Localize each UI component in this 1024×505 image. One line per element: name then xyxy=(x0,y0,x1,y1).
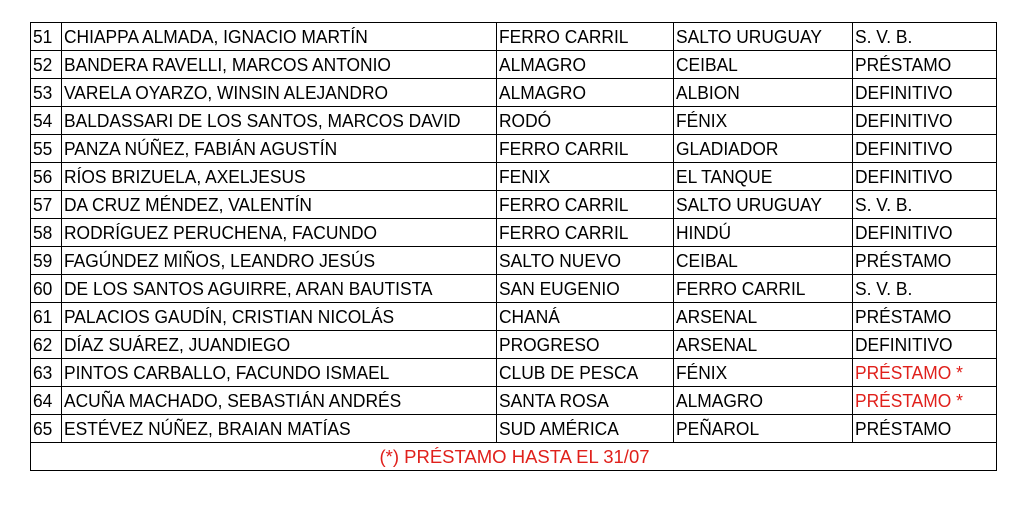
transfer-type-text: DEFINITIVO xyxy=(855,166,953,187)
row-number xyxy=(31,191,62,219)
player-name xyxy=(62,415,497,443)
from-club xyxy=(497,415,674,443)
row-number-text: 63 xyxy=(33,362,53,383)
transfer-type-text: DEFINITIVO xyxy=(855,334,953,355)
player-name-text: BANDERA RAVELLI, MARCOS ANTONIO xyxy=(64,54,391,75)
player-name xyxy=(62,51,497,79)
row-number xyxy=(31,275,62,303)
to-club xyxy=(674,79,853,107)
transfer-type xyxy=(853,107,997,135)
to-club-text: PEÑAROL xyxy=(676,418,760,439)
row-number-text: 65 xyxy=(33,418,53,439)
from-club xyxy=(497,387,674,415)
table-row xyxy=(31,415,997,443)
row-number-text: 59 xyxy=(33,250,53,271)
footnote: (*) PRÉSTAMO HASTA EL 31/07 xyxy=(31,443,997,471)
transfer-type-text: S. V. B. xyxy=(855,194,913,215)
from-club-text: ALMAGRO xyxy=(499,54,586,75)
from-club xyxy=(497,135,674,163)
player-name xyxy=(62,135,497,163)
to-club xyxy=(674,415,853,443)
transfer-type xyxy=(853,359,997,387)
to-club-text: FERRO CARRIL xyxy=(676,278,806,299)
from-club-text: FERRO CARRIL xyxy=(499,222,629,243)
transfer-type-text: DEFINITIVO xyxy=(855,222,953,243)
player-name-text: CHIAPPA ALMADA, IGNACIO MARTÍN xyxy=(64,26,368,47)
from-club xyxy=(497,191,674,219)
to-club xyxy=(674,51,853,79)
table-row xyxy=(31,387,997,415)
player-name xyxy=(62,331,497,359)
from-club-text: FERRO CARRIL xyxy=(499,194,629,215)
transfer-type-text: PRÉSTAMO * xyxy=(855,362,963,383)
player-name xyxy=(62,359,497,387)
to-club xyxy=(674,247,853,275)
player-name-text: FAGÚNDEZ MIÑOS, LEANDRO JESÚS xyxy=(64,250,376,271)
player-name-text: PINTOS CARBALLO, FACUNDO ISMAEL xyxy=(64,362,390,383)
to-club xyxy=(674,163,853,191)
transfer-type xyxy=(853,415,997,443)
transfers-table xyxy=(30,22,997,471)
transfer-type xyxy=(853,331,997,359)
table-row xyxy=(31,51,997,79)
transfer-type-text: S. V. B. xyxy=(855,26,913,47)
transfer-type xyxy=(853,275,997,303)
row-number xyxy=(31,107,62,135)
player-name xyxy=(62,275,497,303)
transfer-type xyxy=(853,219,997,247)
from-club xyxy=(497,51,674,79)
to-club xyxy=(674,23,853,51)
transfer-type xyxy=(853,51,997,79)
from-club-text: CLUB DE PESCA xyxy=(499,362,639,383)
to-club-text: FÉNIX xyxy=(676,362,728,383)
transfer-type xyxy=(853,163,997,191)
to-club-text: EL TANQUE xyxy=(676,166,773,187)
from-club xyxy=(497,303,674,331)
transfers-sheet xyxy=(30,22,997,471)
from-club-text: SAN EUGENIO xyxy=(499,278,620,299)
from-club xyxy=(497,219,674,247)
transfers-table-body xyxy=(31,23,997,443)
from-club xyxy=(497,359,674,387)
row-number xyxy=(31,135,62,163)
from-club-text: SALTO NUEVO xyxy=(499,250,622,271)
player-name-text: VARELA OYARZO, WINSIN ALEJANDRO xyxy=(64,82,389,103)
from-club-text: ALMAGRO xyxy=(499,82,586,103)
to-club-text: GLADIADOR xyxy=(676,138,779,159)
from-club xyxy=(497,275,674,303)
from-club-text: SUD AMÉRICA xyxy=(499,418,619,439)
transfer-type xyxy=(853,23,997,51)
to-club-text: SALTO URUGUAY xyxy=(676,194,822,215)
to-club xyxy=(674,191,853,219)
table-row xyxy=(31,163,997,191)
from-club-text: FERRO CARRIL xyxy=(499,26,629,47)
player-name-text: DE LOS SANTOS AGUIRRE, ARAN BAUTISTA xyxy=(64,278,433,299)
player-name xyxy=(62,107,497,135)
to-club xyxy=(674,387,853,415)
row-number-text: 61 xyxy=(33,306,53,327)
footnote-row xyxy=(31,443,997,471)
table-row xyxy=(31,23,997,51)
player-name-text: BALDASSARI DE LOS SANTOS, MARCOS DAVID xyxy=(64,110,461,131)
from-club xyxy=(497,247,674,275)
player-name-text: ACUÑA MACHADO, SEBASTIÁN ANDRÉS xyxy=(64,390,402,411)
transfer-type-text: PRÉSTAMO xyxy=(855,306,952,327)
player-name-text: RÍOS BRIZUELA, AXELJESUS xyxy=(64,166,306,187)
from-club-text: RODÓ xyxy=(499,110,552,131)
from-club-text: FERRO CARRIL xyxy=(499,138,629,159)
player-name xyxy=(62,303,497,331)
player-name xyxy=(62,79,497,107)
from-club xyxy=(497,107,674,135)
transfer-type-text: DEFINITIVO xyxy=(855,110,953,131)
table-row xyxy=(31,191,997,219)
to-club xyxy=(674,275,853,303)
from-club xyxy=(497,23,674,51)
row-number-text: 55 xyxy=(33,138,53,159)
row-number-text: 57 xyxy=(33,194,53,215)
to-club-text: CEIBAL xyxy=(676,250,738,271)
row-number xyxy=(31,79,62,107)
table-row xyxy=(31,275,997,303)
transfer-type-text: PRÉSTAMO xyxy=(855,54,952,75)
row-number-text: 62 xyxy=(33,334,53,355)
to-club xyxy=(674,135,853,163)
player-name-text: RODRÍGUEZ PERUCHENA, FACUNDO xyxy=(64,222,378,243)
transfer-type xyxy=(853,79,997,107)
table-row xyxy=(31,303,997,331)
to-club-text: ARSENAL xyxy=(676,334,758,355)
from-club xyxy=(497,163,674,191)
player-name xyxy=(62,387,497,415)
to-club-text: ARSENAL xyxy=(676,306,758,327)
player-name-text: DÍAZ SUÁREZ, JUANDIEGO xyxy=(64,334,291,355)
row-number-text: 52 xyxy=(33,54,53,75)
row-number-text: 54 xyxy=(33,110,53,131)
to-club xyxy=(674,219,853,247)
from-club-text: PROGRESO xyxy=(499,334,600,355)
to-club xyxy=(674,303,853,331)
player-name xyxy=(62,163,497,191)
from-club-text: FENIX xyxy=(499,166,551,187)
player-name-text: PANZA NÚÑEZ, FABIÁN AGUSTÍN xyxy=(64,138,338,159)
table-row xyxy=(31,247,997,275)
transfer-type-text: PRÉSTAMO xyxy=(855,250,952,271)
row-number-text: 64 xyxy=(33,390,53,411)
table-row xyxy=(31,359,997,387)
transfer-type xyxy=(853,387,997,415)
transfer-type-text: DEFINITIVO xyxy=(855,138,953,159)
to-club xyxy=(674,359,853,387)
table-row xyxy=(31,107,997,135)
to-club-text: FÉNIX xyxy=(676,110,728,131)
row-number-text: 58 xyxy=(33,222,53,243)
row-number xyxy=(31,415,62,443)
row-number-text: 60 xyxy=(33,278,53,299)
row-number xyxy=(31,23,62,51)
from-club xyxy=(497,79,674,107)
table-row xyxy=(31,135,997,163)
from-club-text: SANTA ROSA xyxy=(499,390,609,411)
transfer-type xyxy=(853,247,997,275)
transfer-type xyxy=(853,191,997,219)
row-number-text: 56 xyxy=(33,166,53,187)
transfer-type xyxy=(853,303,997,331)
row-number-text: 51 xyxy=(33,26,53,47)
table-row xyxy=(31,219,997,247)
player-name-text: ESTÉVEZ NÚÑEZ, BRAIAN MATÍAS xyxy=(64,418,351,439)
row-number xyxy=(31,247,62,275)
player-name xyxy=(62,191,497,219)
transfer-type-text: S. V. B. xyxy=(855,278,913,299)
to-club xyxy=(674,331,853,359)
from-club-text: CHANÁ xyxy=(499,306,560,327)
player-name xyxy=(62,247,497,275)
to-club-text: ALBION xyxy=(676,82,740,103)
to-club-text: SALTO URUGUAY xyxy=(676,26,822,47)
row-number xyxy=(31,303,62,331)
to-club-text: CEIBAL xyxy=(676,54,738,75)
row-number xyxy=(31,359,62,387)
transfer-type-text: PRÉSTAMO * xyxy=(855,390,963,411)
table-row xyxy=(31,331,997,359)
player-name xyxy=(62,23,497,51)
transfer-type-text: PRÉSTAMO xyxy=(855,418,952,439)
row-number xyxy=(31,331,62,359)
row-number-text: 53 xyxy=(33,82,53,103)
from-club xyxy=(497,331,674,359)
row-number xyxy=(31,163,62,191)
to-club-text: HINDÚ xyxy=(676,222,732,243)
to-club-text: ALMAGRO xyxy=(676,390,763,411)
row-number xyxy=(31,219,62,247)
player-name-text: PALACIOS GAUDÍN, CRISTIAN NICOLÁS xyxy=(64,306,395,327)
transfer-type-text: DEFINITIVO xyxy=(855,82,953,103)
row-number xyxy=(31,387,62,415)
player-name-text: DA CRUZ MÉNDEZ, VALENTÍN xyxy=(64,194,312,215)
to-club xyxy=(674,107,853,135)
table-row xyxy=(31,79,997,107)
row-number xyxy=(31,51,62,79)
transfer-type xyxy=(853,135,997,163)
player-name xyxy=(62,219,497,247)
